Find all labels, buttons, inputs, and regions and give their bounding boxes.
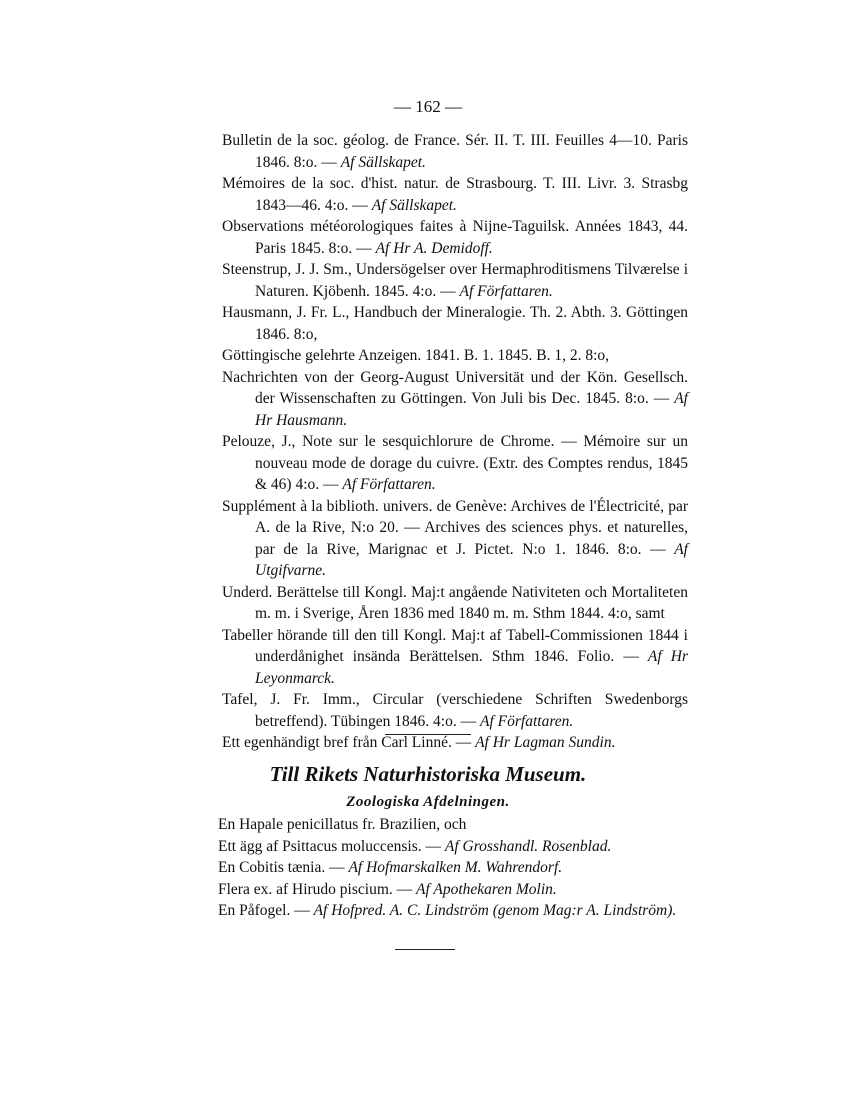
list-item: Pelouze, J., Note sur le sesquichlorure de Chrome. — Mémoire sur un nouveau mode de dorage du cuivre. (Extr. des Comptes rendus, 1845 & 46) 4:o. — Af Författaren. [222,433,688,493]
list-item: Tabeller hörande till den till Kongl. Maj:t af Tabell-Commissionen 1844 i underdånighet insända Berättelsen. Sthm 1846. Folio. — Af Hr Leyonmarck. [222,626,689,687]
list-item: Flera ex. af Hirudo piscium. — Af Apothekaren Molin. [218,880,557,898]
list-item: Steenstrup, J. J. Sm., Undersögelser over Hermaphroditismens Tilværelse i Naturen. Kjöbenh. 1845. 4:o. — Af Författaren. [222,261,688,300]
donor: Af Författaren. [342,476,436,493]
donor: Af Sällskapet. [371,196,457,214]
list-item: Observations météorologiques faites à Nijne-Taguilsk. Années 1843, 44. Paris 1845. 8:o. — Af Hr A. Demidoff. [222,218,688,257]
section-divider [385,734,471,735]
list-item: Tafel, J. Fr. Imm., Circular (verschiedene Schriften Swedenborgs betreffend). Tübingen 1846. 4:o. — Af Författaren. [222,691,688,730]
list-item: En Hapale penicillatus fr. Brazilien, och [218,816,467,833]
list-item: Ett egenhändigt bref från Carl Linné. — Af Hr Lagman Sundin. [222,734,616,751]
list-item: Bulletin de la soc. géolog. de France. Sér. II. T. III. Feuilles 4—10. Paris 1846. 8:o. — Af Sällskapet. [222,132,688,171]
museum-list [218,814,688,922]
list-item: Supplément à la biblioth. univers. de Genève: Archives de l'Électricité, par A. de la Rive, N:o 20. — Archives des sciences phys. et naturelles, par de la Rive, Marignac et J. Pictet. N:o 1. 1846. 8:o. — Af Utgifvarne. [222,497,688,579]
donor: Af Hofmarskalken M. Wahrendorf. [348,859,563,876]
list-item: Ett ägg af Psittacus moluccensis. — Af Grosshandl. Rosenblad. [218,837,612,855]
donor: Af Utgifvarne. [255,540,688,579]
page-number: — 162 — [394,97,462,116]
donor: Af Apothekaren Molin. [416,880,557,898]
section-subtitle: Zoologiska Afdelningen. [346,794,510,810]
list-item: Mémoires de la soc. d'hist. natur. de Strasbourg. T. III. Livr. 3. Strasbg 1843—46. 4:o. — Af Sällskapet. [222,175,688,214]
donor: Af Författaren. [480,712,574,730]
list-item: Hausmann, J. Fr. L., Handbuch der Mineralogie. Th. 2. Abth. 3. Göttingen 1846. 8:o, [222,304,688,343]
end-divider [395,949,455,950]
donor: Af Hr A. Demidoff. [375,239,493,257]
accession-list [222,130,688,754]
list-item: Underd. Berättelse till Kongl. Maj:t angående Nativiteten och Mortaliteten m. m. i Sverige, Åren 1836 med 1840 m. m. Sthm 1844. 4:o, samt [222,583,688,622]
list-item: En Påfogel. — Af Hofpred. A. C. Lindström (genom Mag:r A. Lindström). [218,902,677,919]
list-item: Göttingische gelehrte Anzeigen. 1841. B. 1. 1845. B. 1, 2. 8:o, [222,347,610,364]
donor: Af Hr Lagman Sundin. [475,734,616,751]
donor: Af Grosshandl. Rosenblad. [444,837,612,855]
donor: Af Författaren. [459,282,553,300]
donor: Af Hr Hausmann. [255,390,688,429]
list-item: En Cobitis tænia. — Af Hofmarskalken M. Wahrendorf. [218,859,563,876]
section-title: Till Rikets Naturhistoriska Museum. [269,762,587,786]
donor: Af Sällskapet. [340,153,426,171]
donor: Af Hofpred. A. C. Lindström (genom Mag:r A. Lindström). [313,902,677,919]
donor: Af Hr Leyonmarck. [255,648,689,687]
list-item: Nachrichten von der Georg-August Universität und der Kön. Gesellsch. der Wissenschaften zu Göttingen. Von Juli bis Dec. 1845. 8:o. — Af Hr Hausmann. [222,368,688,429]
